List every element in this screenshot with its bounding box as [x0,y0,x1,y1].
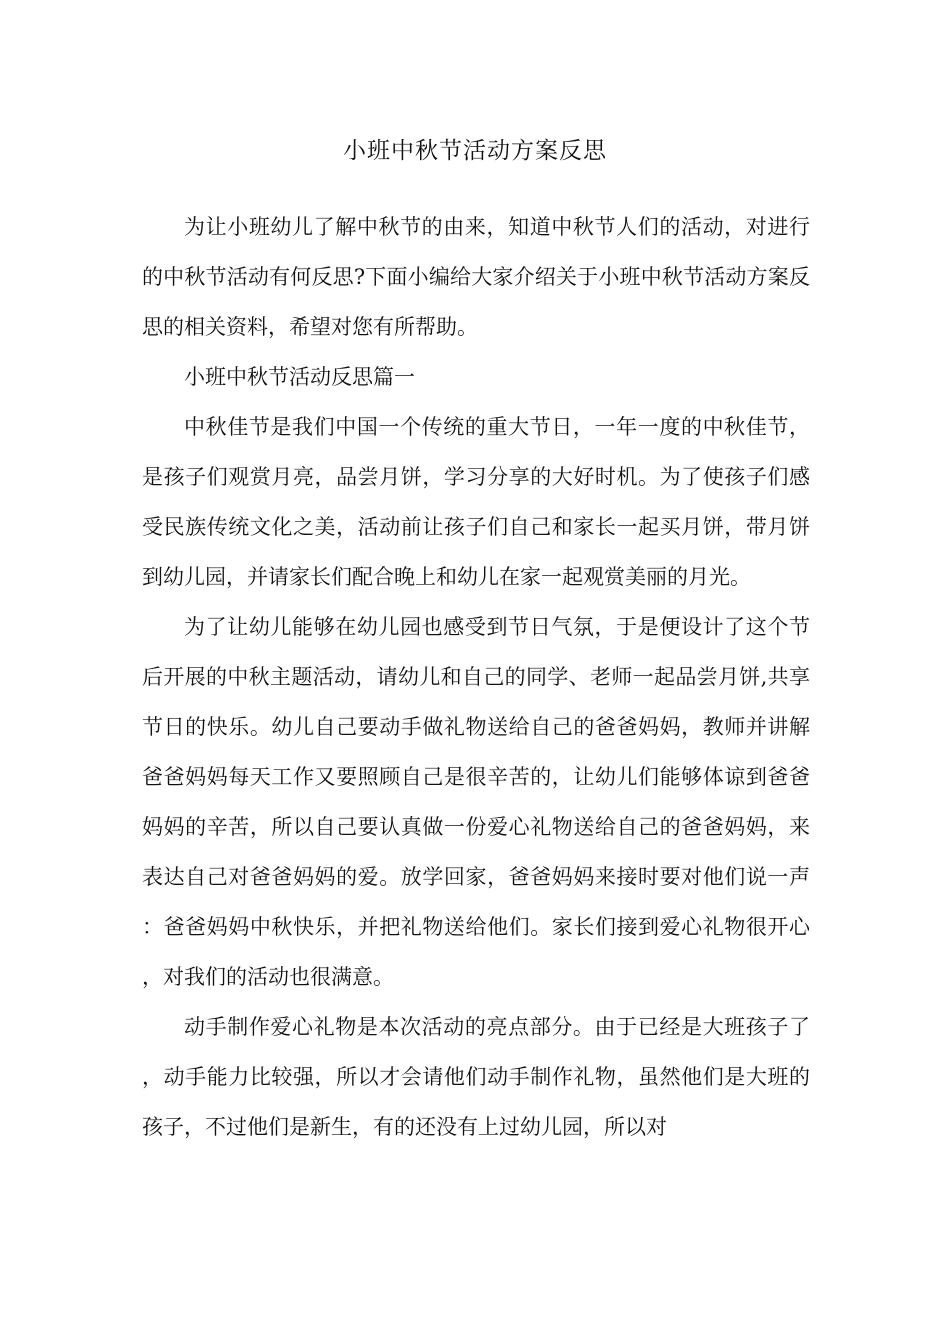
document-body [142,202,810,1152]
paragraph: 为了让幼儿能够在幼儿园也感受到节日气氛，于是便设计了这个节后开展的中秋主题活动，请幼儿和自己的同学、老师一起品尝月饼,共享节日的快乐。幼儿自己要动手做礼物送给自己的爸爸妈妈，教师并讲解爸爸妈妈每天工作又要照顾自己是很辛苦的，让幼儿们能够体谅到爸爸妈妈的辛苦，所以自己要认真做一份爱心礼物送给自己的爸爸妈妈，来表达自己对爸爸妈妈的爱。放学回家，爸爸妈妈来接时要对他们说一声：爸爸妈妈中秋快乐，并把礼物送给他们。家长们接到爱心礼物很开心，对我们的活动也很满意。 [142,615,810,989]
section-heading: 小班中秋节活动反思篇一 [184,365,415,389]
paragraph-intro: 为让小班幼儿了解中秋节的由来，知道中秋节人们的活动，对进行的中秋节活动有何反思?下面小编给大家介绍关于小班中秋节活动方案反思的相关资料，希望对您有所帮助。 [142,215,810,339]
document-title: 小班中秋节活动方案反思 [343,138,607,164]
paragraph: 动手制作爱心礼物是本次活动的亮点部分。由于已经是大班孩子了，动手能力比较强，所以才会请他们动手制作礼物，虽然他们是大班的孩子，不过他们是新生，有的还没有上过幼儿园，所以对 [142,1015,810,1139]
paragraph: 中秋佳节是我们中国一个传统的重大节日，一年一度的中秋佳节，是孩子们观赏月亮，品尝月饼，学习分享的大好时机。为了使孩子们感受民族传统文化之美，活动前让孩子们自己和家长一起买月饼，带月饼到幼儿园，并请家长们配合晚上和幼儿在家一起观赏美丽的月光。 [142,415,810,589]
